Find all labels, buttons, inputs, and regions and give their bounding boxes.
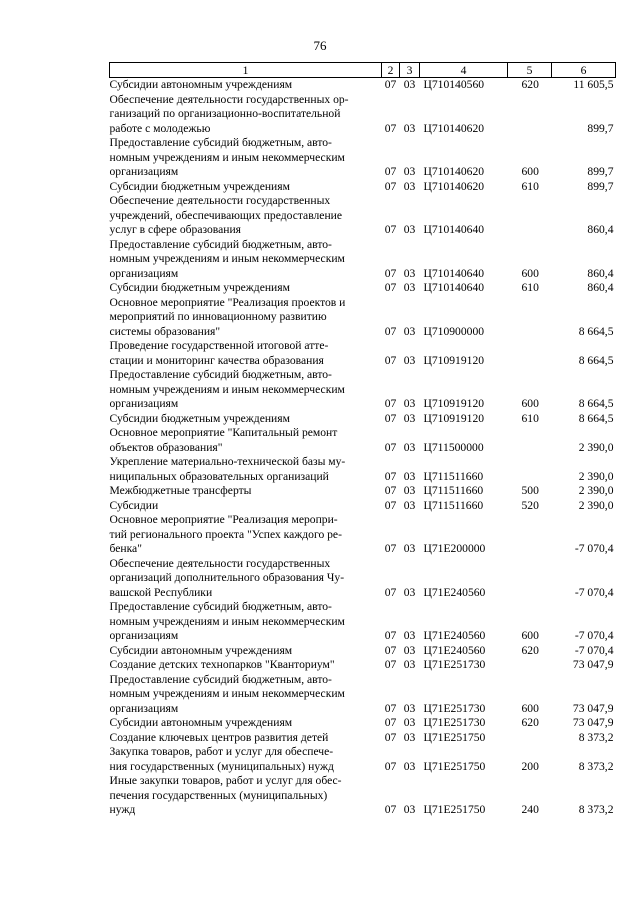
section-cell: 07 [384,643,397,657]
row-name-cell [110,513,382,557]
table-row [110,658,616,673]
section-cell: 07 [384,658,397,671]
amount-cell: 73 047,9 [572,716,614,729]
expense-type-cell [508,93,552,137]
table-row [110,426,616,455]
subsection-cell: 03 [403,716,416,729]
row-name-cell [110,673,382,717]
row-name-line: Субсидии автономным учреждениям [109,716,293,729]
amount-cell: 899,7 [587,179,614,193]
target-article-cell: Ц71Е251730 [423,716,486,729]
target-article-cell: Ц710140620 [423,179,485,193]
table-row [110,513,616,557]
row-name-line: тий регионального проекта "Успех каждого ре- [109,527,342,541]
table-row [110,136,616,180]
row-name-line: учреждений, обеспечивающих предоставление [109,208,342,222]
table-row [110,238,616,282]
amount-cell: 8 664,5 [578,411,614,425]
amount-cell: -7 070,4 [574,585,614,599]
row-name-line: Предоставление субсидий бюджетным, авто- [109,600,332,613]
row-name-line: Субсидии [109,498,159,512]
section-cell: 07 [384,629,397,642]
subsection-cell: 03 [403,165,416,178]
row-name-line: печения государственных (муниципальных) [109,788,328,802]
section-cell: 07 [384,78,397,91]
target-article-cell: Ц71Е251750 [423,730,486,744]
amount-cell: 8 373,2 [578,730,614,744]
row-name-cell [110,296,382,340]
row-name-line: бенка" [109,542,142,555]
row-name-cell [110,644,382,659]
section-cell: 07 [384,759,397,773]
row-name-line: организациям [109,629,179,642]
row-name-line: Субсидии бюджетным учреждениям [109,281,290,294]
row-name-line: организациям [109,701,179,715]
expense-type-cell [508,513,552,557]
row-name-line: Проведение государственной итоговой атте- [109,339,329,352]
row-name-cell [110,484,382,499]
expense-type-cell: 620 [521,643,539,657]
amount-cell: 860,4 [587,281,614,294]
row-name-line: объектов образования" [109,440,223,454]
table-row [110,339,616,368]
table-row [110,368,616,412]
expense-type-cell: 520 [521,498,539,512]
row-name-line: Субсидии бюджетным учреждениям [109,411,290,425]
row-name-line: Предоставление субсидий бюджетным, авто- [109,368,332,381]
subsection-cell: 03 [403,397,416,410]
subsection-cell: 03 [403,121,416,135]
page-number: 76 [313,38,327,53]
amount-cell: 860,4 [587,223,614,236]
expense-type-cell [508,557,552,601]
section-cell: 07 [384,165,397,178]
section-cell: 07 [384,179,397,193]
row-name-line: Основное мероприятие "Реализация проектов и [109,295,346,309]
row-name-line: Укрепление материально-технической базы му- [109,455,346,468]
table-row [110,499,616,514]
row-name-line: номным учреждениям и иным некоммерческим [109,687,345,700]
row-name-cell [110,745,382,774]
subsection-cell: 03 [403,324,416,338]
subsection-cell: 03 [403,629,416,642]
expense-type-cell: 610 [521,411,539,425]
subsection-cell: 03 [403,440,416,454]
target-article-cell: Ц710140620 [423,165,485,178]
row-name-line: номным учреждениям и иным некоммерческим [109,252,345,265]
target-article-cell: Ц710140560 [423,78,485,91]
table-row [110,180,616,195]
row-name-cell [110,136,382,180]
target-article-cell: Ц71Е251730 [423,701,486,715]
row-name-line: Обеспечение деятельности государственных [109,556,331,570]
row-name-cell [110,78,382,93]
header-cell-name: 1 [110,63,382,78]
target-article-cell: Ц711511660 [423,469,484,483]
header-cell-amount: 6 [552,63,616,78]
amount-cell: -7 070,4 [574,629,614,642]
target-article-cell: Ц711511660 [423,498,484,512]
expense-type-cell [508,426,552,455]
budget-table [109,62,616,818]
table-row [110,78,616,93]
row-name-line: Обеспечение деятельности государственных ор- [109,92,349,106]
amount-cell: 860,4 [587,266,614,280]
table-row [110,281,616,296]
amount-cell: -7 070,4 [574,542,614,555]
expense-type-cell: 240 [521,803,539,816]
amount-cell: 899,7 [587,165,614,178]
table-row [110,412,616,427]
expense-type-cell: 600 [521,701,539,715]
row-name-cell [110,281,382,296]
section-cell: 07 [384,585,397,599]
header-cell-section: 2 [382,63,400,78]
row-name-line: Предоставление субсидий бюджетным, авто- [109,672,332,686]
row-name-cell [110,774,382,818]
target-article-cell: Ц71Е240560 [423,629,486,642]
target-article-cell: Ц71Е251750 [423,803,486,816]
row-name-cell [110,368,382,412]
amount-cell: 73 047,9 [572,701,614,715]
subsection-cell: 03 [403,223,416,236]
row-name-line: организациям [109,165,179,178]
table-row [110,484,616,499]
row-name-cell [110,93,382,137]
expense-type-cell: 200 [521,759,539,773]
row-name-line: стации и мониторинг качества образования [109,353,324,367]
subsection-cell: 03 [403,78,416,91]
subsection-cell: 03 [403,498,416,512]
header-cell-target-article: 4 [420,63,508,78]
target-article-cell: Ц711500000 [423,440,484,454]
row-name-line: Субсидии автономным учреждениям [109,643,293,657]
section-cell: 07 [384,353,397,367]
amount-cell: 899,7 [587,121,614,135]
row-name-line: вашской Республики [109,585,213,599]
row-name-line: Основное мероприятие "Капитальный ремонт [109,426,338,439]
amount-cell: 2 390,0 [578,469,614,483]
table-row [110,455,616,484]
target-article-cell: Ц710900000 [423,324,485,338]
table-row [110,296,616,340]
amount-cell: 8 664,5 [578,324,614,338]
amount-cell: 2 390,0 [578,440,614,454]
target-article-cell: Ц710919120 [423,397,485,410]
row-name-line: услуг в сфере образования [109,223,241,236]
subsection-cell: 03 [403,701,416,715]
subsection-cell: 03 [403,411,416,425]
row-name-line: Субсидии автономным учреждениям [109,78,293,91]
target-article-cell: Ц710140640 [423,266,485,280]
subsection-cell: 03 [403,803,416,816]
target-article-cell: Ц710140640 [423,281,485,294]
row-name-line: организациям [109,397,179,410]
target-article-cell: Ц710140620 [423,121,485,135]
subsection-cell: 03 [403,469,416,483]
table-row [110,600,616,644]
row-name-cell [110,600,382,644]
table-row [110,644,616,659]
row-name-cell [110,238,382,282]
table-row [110,774,616,818]
section-cell: 07 [384,803,397,816]
expense-type-cell [508,731,552,746]
target-article-cell: Ц710140640 [423,223,485,236]
subsection-cell: 03 [403,281,416,294]
row-name-line: номным учреждениям и иным некоммерческим [109,614,345,628]
target-article-cell: Ц710919120 [423,411,485,425]
subsection-cell: 03 [403,542,416,555]
amount-cell: 11 605,5 [573,78,614,91]
row-name-line: номным учреждениям и иным некоммерческим [109,150,345,164]
row-name-line: ганизаций по организационно-воспитательной [109,107,341,120]
section-cell: 07 [384,411,397,425]
table-row [110,731,616,746]
expense-type-cell: 600 [521,397,539,410]
subsection-cell: 03 [403,353,416,367]
row-name-line: Основное мероприятие "Реализация меропри- [109,513,338,526]
amount-cell: 8 373,2 [578,759,614,773]
section-cell: 07 [384,730,397,744]
row-name-line: Межбюджетные трансферты [109,484,252,497]
row-name-cell [110,339,382,368]
table-row [110,745,616,774]
section-cell: 07 [384,701,397,715]
subsection-cell: 03 [403,179,416,193]
expense-type-cell: 600 [521,165,539,178]
section-cell: 07 [384,469,397,483]
section-cell: 07 [384,542,397,555]
row-name-line: Создание ключевых центров развития детей [109,730,329,744]
row-name-cell [110,455,382,484]
section-cell: 07 [384,498,397,512]
target-article-cell: Ц71Е251750 [423,759,486,773]
expense-type-cell [508,296,552,340]
target-article-cell: Ц71Е251730 [423,658,486,671]
table-header-row [110,63,616,78]
row-name-line: Субсидии бюджетным учреждениям [109,179,290,193]
expense-type-cell [508,658,552,673]
expense-type-cell [508,194,552,238]
expense-type-cell [508,339,552,368]
expense-type-cell: 610 [521,179,539,193]
section-cell: 07 [384,440,397,454]
amount-cell: 8 664,5 [578,353,614,367]
row-name-line: организациям [109,266,179,280]
subsection-cell: 03 [403,643,416,657]
amount-cell: 2 390,0 [578,484,614,497]
table-row [110,557,616,601]
amount-cell: 2 390,0 [578,498,614,512]
row-name-line: Обеспечение деятельности государственных [109,194,331,207]
target-article-cell: Ц71Е240560 [423,585,486,599]
row-name-line: Иные закупки товаров, работ и услуг для обес- [109,774,342,787]
row-name-line: номным учреждениям и иным некоммерческим [109,382,345,396]
row-name-cell [110,658,382,673]
table-row [110,716,616,731]
section-cell: 07 [384,484,397,497]
row-name-line: Создание детских технопарков "Кванториум" [109,658,335,671]
target-article-cell: Ц71Е200000 [423,542,486,555]
expense-type-cell: 600 [521,629,539,642]
expense-type-cell: 610 [521,281,539,294]
row-name-line: Предоставление субсидий бюджетным, авто- [109,237,332,251]
subsection-cell: 03 [403,585,416,599]
subsection-cell: 03 [403,658,416,671]
subsection-cell: 03 [403,730,416,744]
table-row [110,673,616,717]
row-name-line: нужд [109,803,136,816]
header-cell-subsection: 3 [400,63,420,78]
subsection-cell: 03 [403,266,416,280]
row-name-line: ния государственных (муниципальных) нужд [109,759,334,773]
table-body [110,78,616,818]
subsection-cell: 03 [403,759,416,773]
row-name-cell [110,412,382,427]
expense-type-cell [508,455,552,484]
subsection-cell: 03 [403,484,416,497]
row-name-cell [110,180,382,195]
section-cell: 07 [384,266,397,280]
table-row [110,93,616,137]
row-name-cell [110,499,382,514]
row-name-line: Предоставление субсидий бюджетным, авто- [109,136,332,149]
row-name-line: организаций дополнительного образования Чу- [109,571,345,584]
target-article-cell: Ц71Е240560 [423,643,486,657]
table-row [110,194,616,238]
row-name-cell [110,557,382,601]
section-cell: 07 [384,121,397,135]
target-article-cell: Ц710919120 [423,353,485,367]
row-name-line: системы образования" [109,324,221,338]
amount-cell: 8 664,5 [578,397,614,410]
expense-type-cell: 600 [521,266,539,280]
section-cell: 07 [384,716,397,729]
row-name-cell [110,194,382,238]
expense-type-cell: 500 [521,484,539,497]
row-name-cell [110,716,382,731]
section-cell: 07 [384,223,397,236]
amount-cell: 73 047,9 [572,658,614,671]
row-name-cell [110,426,382,455]
amount-cell: -7 070,4 [574,643,614,657]
target-article-cell: Ц711511660 [423,484,484,497]
row-name-cell [110,731,382,746]
section-cell: 07 [384,324,397,338]
section-cell: 07 [384,281,397,294]
section-cell: 07 [384,397,397,410]
row-name-line: Закупка товаров, работ и услуг для обеспече- [109,745,334,758]
expense-type-cell: 620 [521,78,539,91]
row-name-line: мероприятий по инновационному развитию [109,310,327,323]
header-cell-expense-type: 5 [508,63,552,78]
amount-cell: 8 373,2 [578,803,614,816]
row-name-line: ниципальных образовательных организаций [109,469,329,483]
row-name-line: работе с молодежью [109,121,211,135]
expense-type-cell: 620 [521,716,539,729]
